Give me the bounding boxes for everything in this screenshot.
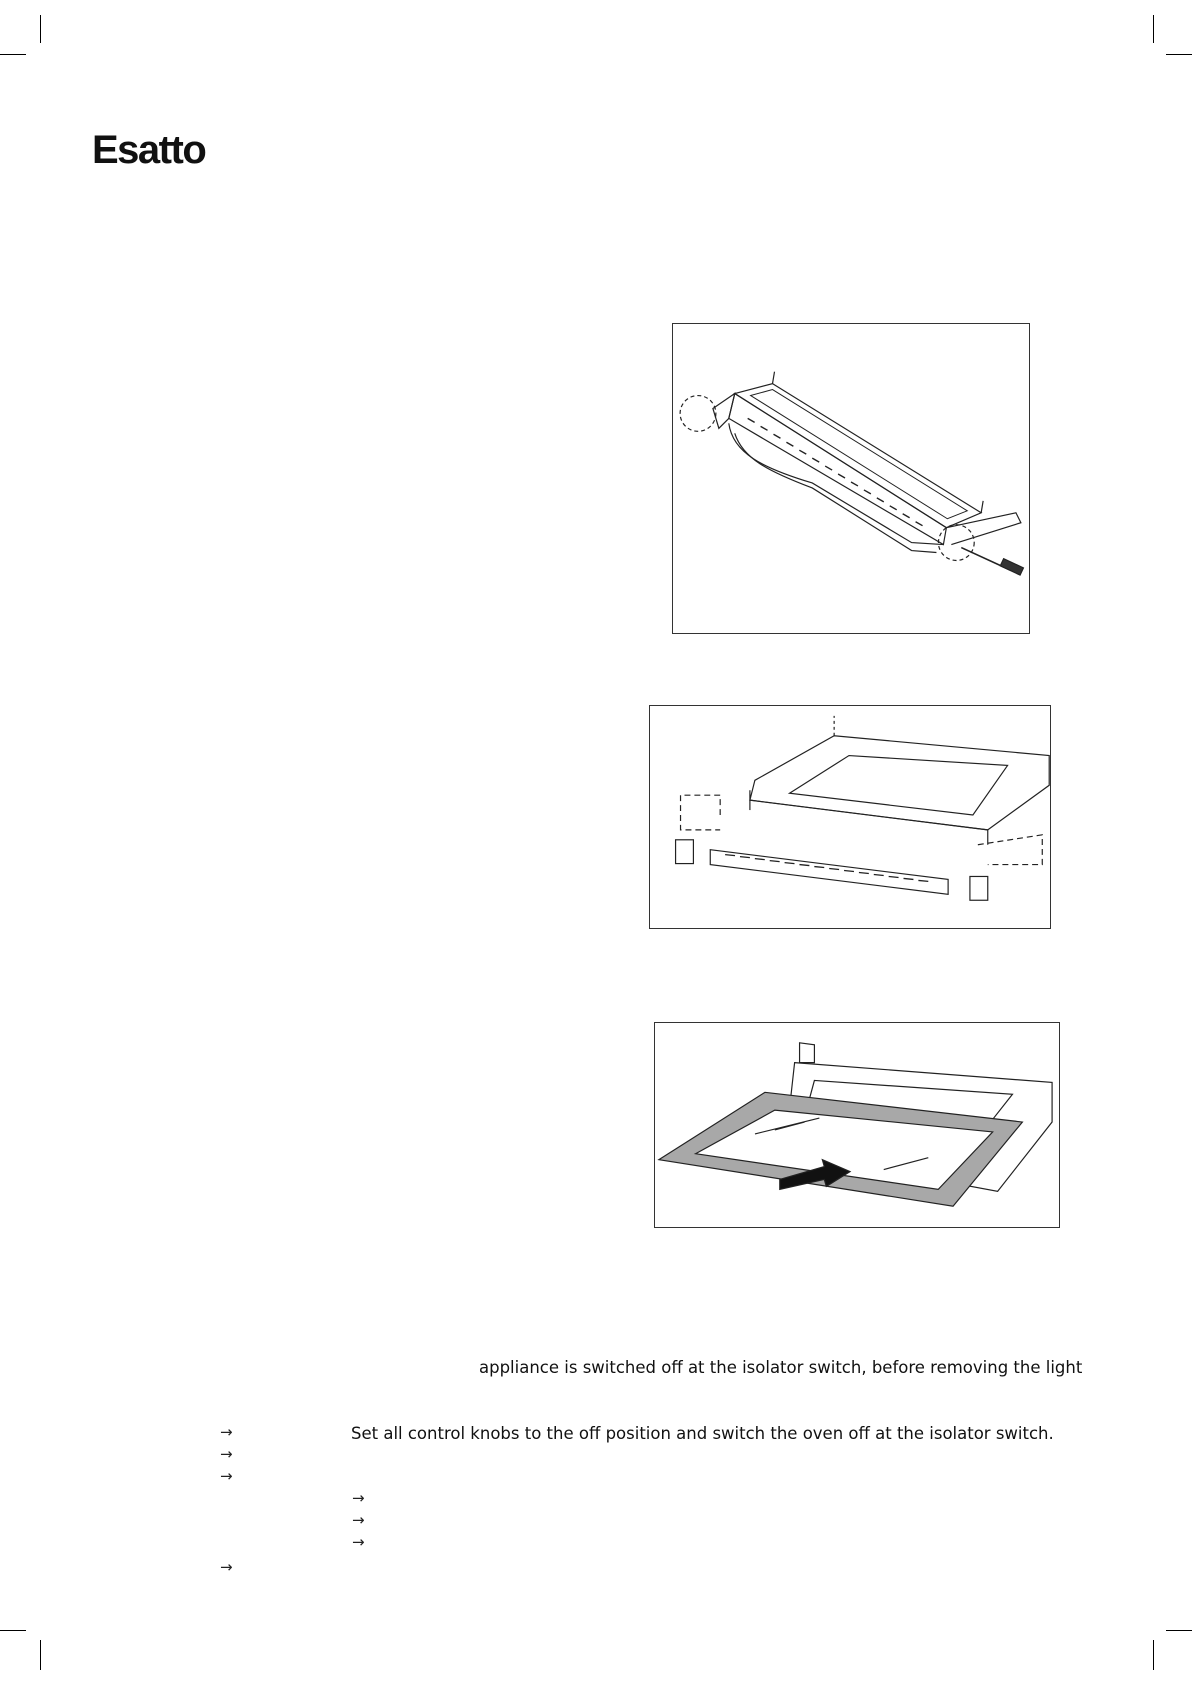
crop-mark (1166, 1630, 1192, 1631)
figure-door-trim-exploded (649, 705, 1051, 929)
crop-mark (1153, 15, 1154, 43)
inner-glass-removal-illustration (655, 1023, 1059, 1227)
door-glass-screwdriver-illustration (673, 324, 1029, 633)
crop-mark (1166, 54, 1192, 55)
arrow-icon: → (220, 1423, 233, 1441)
brand-logo: Esatto (92, 128, 206, 172)
door-trim-exploded-illustration (650, 706, 1050, 928)
warning-text: appliance is switched off at the isolator switch, before removing the light (479, 1358, 1083, 1377)
crop-mark (0, 54, 26, 55)
arrow-icon: → (352, 1511, 365, 1529)
figure-door-glass-removal (672, 323, 1030, 634)
arrow-icon: → (352, 1489, 365, 1507)
crop-mark (40, 1640, 41, 1670)
step-text: Set all control knobs to the off position and switch the oven off at the isolator switch. (351, 1424, 1054, 1443)
crop-mark (0, 1630, 26, 1631)
arrow-icon: → (352, 1533, 365, 1551)
arrow-icon: → (220, 1445, 233, 1463)
arrow-icon: → (220, 1558, 233, 1576)
arrow-icon: → (220, 1467, 233, 1485)
figure-inner-glass-removal (654, 1022, 1060, 1228)
crop-mark (40, 15, 41, 43)
crop-mark (1153, 1640, 1154, 1670)
